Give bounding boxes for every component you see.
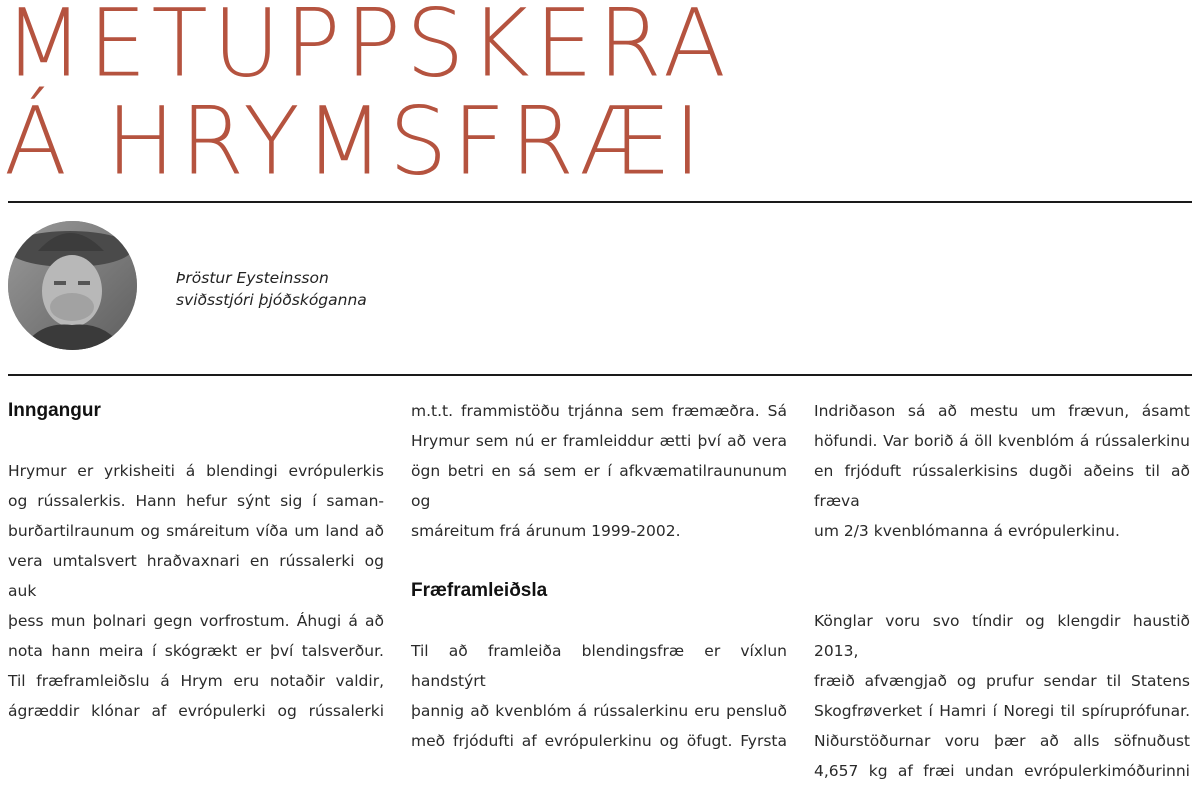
text-line: Til að framleiða blendingsfræ er víxlun handstýrt — [411, 642, 787, 690]
column-2 — [411, 396, 787, 756]
author-byline — [176, 267, 367, 311]
text-line: ágræddir klónar af evrópulerki og rússalerki — [8, 702, 384, 720]
text-line: Indriðason sá að mestu um frævun, ásamt — [814, 402, 1190, 420]
text-line: m.t.t. frammistöðu trjánna sem fræmæðra. Sá — [411, 402, 787, 420]
column-1 — [8, 396, 384, 726]
column-3 — [814, 396, 1190, 786]
article-title-line-2: Á HRYMSFRÆI — [4, 86, 706, 197]
text-line: Skogfrøverket í Hamri í Noregi til spíruprófunar. — [814, 702, 1190, 720]
section-heading-fraeframleidsla: Fræframleiðsla — [411, 580, 548, 601]
text-line: vera umtalsvert hraðvaxnari en rússalerki og auk — [8, 552, 384, 600]
text-line: Hrymur er yrkisheiti á blendingi evrópulerkis — [8, 462, 384, 480]
article-title — [4, 0, 731, 197]
text-line: þannig að kvenblóm á rússalerkinu eru pensluð — [411, 702, 787, 720]
author-role: sviðsstjóri þjóðskóganna — [176, 291, 367, 309]
text-line: nota hann meira í skógrækt er því talsverður. — [8, 642, 384, 660]
text-line: Könglar voru svo tíndir og klengdir haustið 2013, — [814, 612, 1190, 660]
header-divider — [8, 201, 1192, 203]
text-line: en frjóduft rússalerkisins dugði aðeins til að fræva — [814, 462, 1190, 510]
text-line: 4,657 kg af fræi undan evrópulerkimóðurinni — [814, 762, 1190, 780]
author-avatar — [8, 221, 137, 350]
body-divider — [8, 374, 1192, 376]
text-line: smáreitum frá árunum 1999-2002. — [411, 522, 681, 540]
text-line: og rússalerkis. Hann hefur sýnt sig í saman- — [8, 492, 384, 510]
article-title-line-1: METUPPSKERA — [4, 0, 731, 99]
text-line: um 2/3 kvenblómanna á evrópulerkinu. — [814, 522, 1120, 540]
text-line: Til fræframleiðslu á Hrym eru notaðir valdir, — [8, 672, 384, 690]
text-line: með frjódufti af evrópulerkinu og öfugt. Fyrsta — [411, 732, 787, 750]
text-line: þess mun þolnari gegn vorfrostum. Áhugi á að — [8, 612, 384, 630]
author-name: Þröstur Eysteinsson — [176, 269, 329, 287]
text-line: höfundi. Var borið á öll kvenblóm á rússalerkinu — [814, 432, 1190, 450]
text-line: burðartilraunum og smáreitum víða um land að — [8, 522, 384, 540]
text-line: Hrymur sem nú er framleiddur ætti því að vera — [411, 432, 787, 450]
section-heading-inngangur: Inngangur — [8, 400, 101, 421]
text-line: fræið afvængjað og prufur sendar til Statens — [814, 672, 1190, 690]
text-line: ögn betri en sá sem er í afkvæmatilraununum og — [411, 462, 787, 510]
text-line: Niðurstöðurnar voru þær að alls söfnuðust — [814, 732, 1190, 750]
